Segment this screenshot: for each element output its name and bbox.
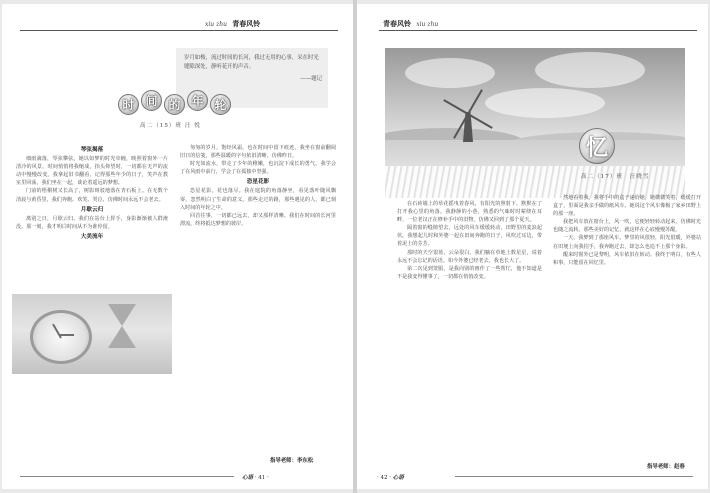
left-column-2 xyxy=(180,144,336,464)
paragraph: 离别之日，月歇云归。我们在站台上挥手，身影渐渐被人群淹没。那一刻，我才明白时间从不为谁停留。 xyxy=(16,215,168,230)
hourglass-icon xyxy=(108,326,136,348)
header-brand: 青春风铃 xyxy=(383,20,411,28)
footer-rule xyxy=(20,476,234,477)
left-column-1 xyxy=(16,144,168,294)
paragraph: 一天，我梦到了那座风车。梦里的风很轻，阳光很暖，外婆站在田埂上向我招手，我奔跑过去，却怎么也追不上那个身影。 xyxy=(553,235,701,250)
footer-rule xyxy=(455,476,693,477)
paragraph: 细雨滴落，琴弦攀弦，她以如梦的时光牵缠，映照着窗外一片清冷的风景。时间悄悄将我缩成，抬头仰望时，一切都在无声的流动中慢慢改变。我拿起旧书翻看，记得那些年少的日子，笑声在教室里回荡，我们坐在一起，谈论着遥远的梦想。 xyxy=(16,156,168,187)
left-page-header xyxy=(202,18,260,30)
paragraph: 我把风车放在窗台上，风一吹，它便轻轻转动起来，仿佛时光也随之流转。那些美好的记忆，就这样在心底慢慢苏醒。 xyxy=(553,219,701,234)
advisor-signature: 指导老师：李东松 xyxy=(270,458,314,464)
section-heading: 大美流年 xyxy=(80,233,104,240)
section-heading: 月歇云归 xyxy=(80,206,104,213)
paragraph: 回首往事，一切都已远去，却又那样清晰。我们在时间的长河里漂流，终将抵达梦想的彼岸。 xyxy=(180,212,336,227)
paragraph: 门前的梧桐树又长高了，树影斑驳地落在青石板上。在无数个清晨与黄昏里，我们奔跑、欢笑、哭泣，仿佛时间永远不会老去。 xyxy=(16,188,168,203)
right-page-header xyxy=(383,18,441,30)
header-site: xiu zhu xyxy=(205,21,227,28)
left-column-1-continued xyxy=(16,376,168,466)
left-page xyxy=(2,4,353,489)
section-heading: 琴弦揭落 xyxy=(80,147,104,153)
cloud xyxy=(405,58,495,88)
paragraph: 醒来时窗外已是黎明，风车依旧在转动。我终于明白，有些人和事，只能留在回忆里。 xyxy=(553,251,701,266)
paragraph: 恐星花影，花也落尽。我在庭院的角落静坐，看见落叶随风飘零，忽然明白了生命的意义。那些走过的路，那些遇见的人，都已刻入时间的年轮之中。 xyxy=(180,188,336,211)
clock-hand xyxy=(60,334,74,336)
paragraph: 在石砖墙上的草花摇曳着春风，有阳光的照射下，默默在了打开我心里的角落。我静静的小巷，熟悉的气味时时萦绕在耳畔，一位老汉正在修补手中的旧物，仿佛又回到了那个夏天。 xyxy=(397,201,542,224)
page-number: 41 xyxy=(258,475,266,481)
epigraph-source: ——题记 xyxy=(300,76,322,83)
article-byline: 高二（17）班 汪晓雪 xyxy=(581,174,650,180)
paragraph: 隔着窗的缝隙望去，远处的风车缓缓转动，田野里的麦浪起伏。我想起儿时和外婆一起在田间奔跑的日子，风吹过耳边，带着泥土的芬芳。 xyxy=(397,225,542,248)
footer-magazine: 心语 xyxy=(242,475,254,481)
right-column-2 xyxy=(553,194,701,450)
title-char: 间 xyxy=(141,90,162,111)
right-page xyxy=(357,4,708,489)
header-rule xyxy=(20,30,338,31)
header-brand: 青春风铃 xyxy=(232,20,261,28)
article-title xyxy=(118,90,231,118)
paragraph: 然地看着我，我将手中的盒子递给她，她微微笑着，缓缓打开盒子，里面是我亲手做的纸风车。她说这个风车像极了家乡田野上的那一座。 xyxy=(553,195,701,218)
footer-magazine: 心语 xyxy=(392,475,404,481)
section-heading: 恐星花影 xyxy=(246,179,270,186)
header-rule xyxy=(379,30,697,31)
clock-illustration xyxy=(12,294,172,374)
paragraph: 第二次见到笼服，是我向别的画作了一些帮忙，他不知道是不是我变得懂事了，一切都在悄悄改变。 xyxy=(397,265,542,280)
paragraph: 那时的天空很蓝，云朵很白，我们躺在草地上数星星，说着永远不会忘记的话语。如今外婆已经老去，我也长大了。 xyxy=(397,249,542,264)
article-title-char: 忆 xyxy=(579,128,615,164)
article-byline: 高二（15）班 汪 悦 xyxy=(140,123,201,129)
title-char: 年 xyxy=(187,90,208,111)
header-site: xiu zhu xyxy=(416,21,439,28)
hourglass-icon xyxy=(108,304,136,326)
title-char: 的 xyxy=(164,94,185,115)
paragraph: 时光如流水，带走了少年的稚嫩，也沉淀下成长的勇气。我学会了在风雨中前行，学会了在孤独中坚强。 xyxy=(180,161,336,176)
epigraph-text: 岁月如梭，流过时间的长河，我过无用的心事，采在时光缝隙深处，静听花开的声音。 xyxy=(184,55,319,70)
left-footer: 心语 · 41 · xyxy=(242,475,269,481)
cloud xyxy=(485,88,605,118)
right-footer: · 42 · 心语 xyxy=(377,475,404,481)
title-char: 时 xyxy=(118,94,139,115)
cloud xyxy=(535,52,645,88)
right-column-1 xyxy=(397,200,542,468)
paragraph: 匆匆的岁月，饱经风霜，也在时间中留下痕迹。我坐在窗前翻阅旧日的信笺，那些温暖的字句依旧清晰，仿佛昨日。 xyxy=(180,145,336,160)
page-number: 42 xyxy=(380,475,388,481)
windmill-blade xyxy=(466,89,483,116)
advisor-signature: 指导老师：赵春 xyxy=(647,464,685,470)
title-char: 轮 xyxy=(210,94,231,115)
